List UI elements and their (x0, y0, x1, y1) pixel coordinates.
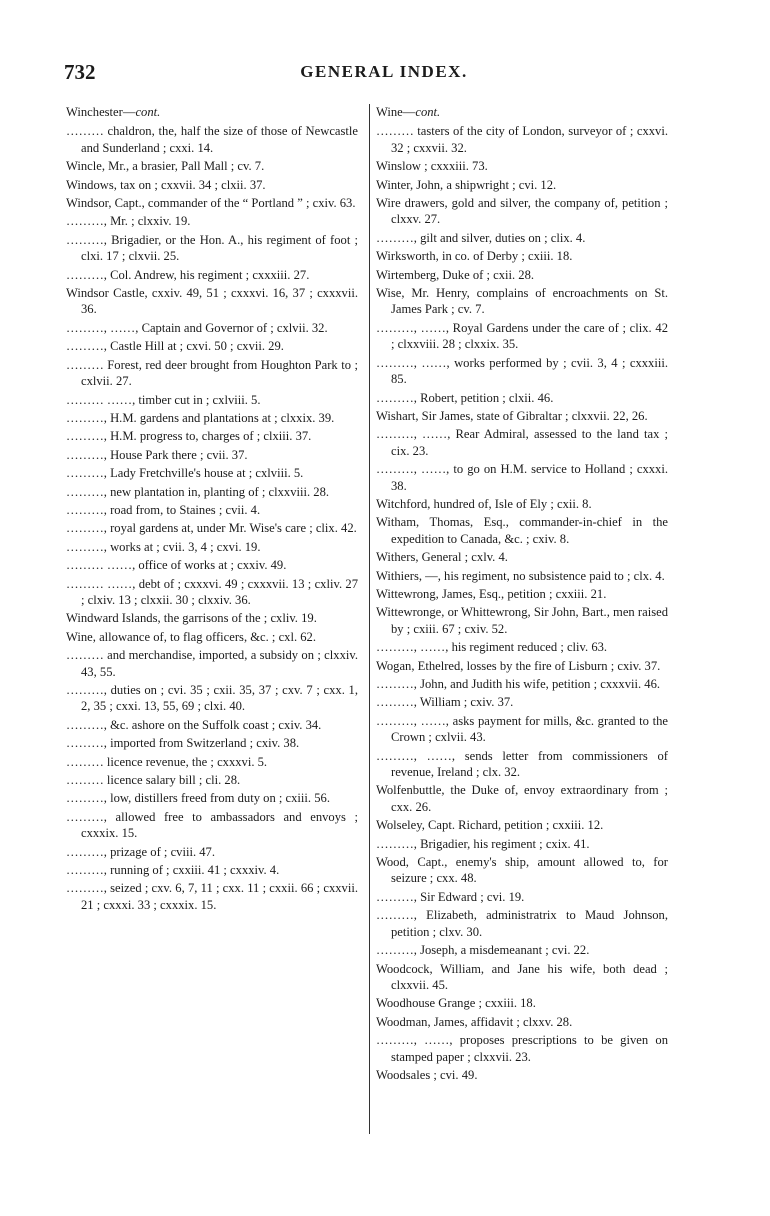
index-entry: Withers, General ; cxlv. 4. (376, 550, 508, 565)
index-entry: ………, prizage of ; cviii. 47. (66, 844, 215, 859)
index-entry: Winter, John, a shipwright ; cvi. 12. (376, 177, 557, 192)
index-entry: Wine, allowance of, to flag officers, &c. ; cxl. 62. (66, 629, 316, 644)
index-entry: ………, ……, Captain and Governor of ; cxlvii. 32. (66, 320, 328, 335)
index-entry: ……… ……, office of works at ; cxxiv. 49. (66, 558, 287, 573)
index-entry: ………, ……, Royal Gardens under the care of ; clix. 42 ; clxxviii. 28 ; clxxix. 35. (376, 320, 668, 352)
index-entry: ………, low, distillers freed from duty on ; cxiii. 56. (66, 791, 330, 806)
page-number: 732 (64, 60, 96, 84)
left-entry-list (66, 123, 358, 913)
page-title: GENERAL INDEX. (300, 62, 468, 81)
index-entry: ………, Col. Andrew, his regiment ; cxxxiii. 27. (66, 267, 310, 282)
index-entry: Wittewronge, or Whittewrong, Sir John, Bart., men raised by ; cxiii. 67 ; cxiv. 52. (376, 605, 668, 636)
index-entry: Wogan, Ethelred, losses by the fire of Lisburn ; cxiv. 37. (376, 658, 661, 673)
index-entry: ………, Lady Fretchville's house at ; cxlviii. 5. (66, 466, 304, 481)
index-entry: ………, gilt and silver, duties on ; clix. 4. (376, 230, 586, 245)
index-entry: ………, Elizabeth, administratrix to Maud Johnson, petition ; clxv. 30. (376, 908, 668, 939)
index-entry: Wolfenbuttle, the Duke of, envoy extraordinary from ; cxx. 26. (376, 783, 668, 814)
index-entry: ………, ……, to go on H.M. service to Holland ; cxxxi. 38. (376, 462, 668, 493)
right-column (376, 104, 668, 1085)
index-entry: ………, Brigadier, or the Hon. A., his regiment of foot ; clxi. 17 ; clxvii. 25. (66, 232, 358, 264)
index-entry: Wood, Capt., enemy's ship, amount allowed to, for seizure ; cxx. 48. (376, 855, 668, 886)
index-entry: Withiers, —, his regiment, no subsistence paid to ; clx. 4. (376, 568, 665, 583)
index-entry: Windsor, Capt., commander of the “ Portland ” ; cxiv. 63. (66, 196, 356, 211)
index-entry: ………, running of ; cxxiii. 41 ; cxxxiv. 4. (66, 863, 280, 878)
index-entry: ………, new plantation in, planting of ; clxxviii. 28. (66, 484, 330, 499)
column-divider (369, 104, 370, 1134)
index-entry: Woodcock, William, and Jane his wife, both dead ; clxxvii. 45. (376, 961, 668, 992)
index-entry: Wishart, Sir James, state of Gibraltar ; clxxvii. 22, 26. (376, 408, 648, 423)
index-entry: Wirksworth, in co. of Derby ; cxiii. 18. (376, 249, 573, 264)
index-entry: ………, road from, to Staines ; cvii. 4. (66, 502, 261, 517)
index-entry: ………, ……, his regiment reduced ; cliv. 63. (376, 640, 608, 655)
index-entry: ……… ……, timber cut in ; cxlviii. 5. (66, 392, 261, 407)
index-entry: Wise, Mr. Henry, complains of encroachments on St. James Park ; cv. 7. (376, 286, 668, 317)
continued-heading (376, 104, 668, 120)
index-entry: Windows, tax on ; cxxvii. 34 ; clxii. 37. (66, 177, 266, 192)
index-entry: Wire drawers, gold and silver, the company of, petition ; clxxv. 27. (376, 196, 668, 227)
index-entry: ……… and merchandise, imported, a subsidy on ; clxxiv. 43, 55. (66, 648, 358, 679)
index-entry: ………, Mr. ; clxxiv. 19. (66, 214, 191, 229)
continued-heading-text: Winchester— (66, 105, 136, 119)
index-entry: ………, Brigadier, his regiment ; cxix. 41. (376, 836, 590, 851)
index-entry: ………, allowed free to ambassadors and envoys ; cxxxix. 15. (66, 809, 358, 841)
index-entry: ………, seized ; cxv. 6, 7, 11 ; cxx. 11 ; cxxii. 66 ; cxxvii. 21 ; cxxxi. 33 ; cxxxix. 15. (66, 881, 358, 912)
left-column (66, 104, 358, 915)
index-entry: Winslow ; cxxxiii. 73. (376, 159, 488, 174)
index-entry: Woodsales ; cvi. 49. (376, 1067, 478, 1082)
index-entry: Wittewrong, James, Esq., petition ; cxxiii. 21. (376, 586, 607, 601)
index-entry: ……… ……, debt of ; cxxxvi. 49 ; cxxxvii. 13 ; cxliv. 27 ; clxiv. 13 ; clxxii. 30 ; clxxiv. 36. (66, 576, 358, 607)
index-entry: Windward Islands, the garrisons of the ; cxliv. 19. (66, 611, 317, 626)
index-entry: ……… tasters of the city of London, surveyor of ; cxxvi. 32 ; cxxvii. 32. (376, 124, 668, 155)
index-entry: Windsor Castle, cxxiv. 49, 51 ; cxxxvi. 16, 37 ; cxxxvii. 36. (66, 286, 358, 317)
index-entry: ………, Robert, petition ; clxii. 46. (376, 390, 554, 405)
index-entry: Woodman, James, affidavit ; clxxv. 28. (376, 1014, 573, 1029)
index-entry: ………, H.M. progress to, charges of ; clxiii. 37. (66, 429, 312, 444)
index-entry: ………, royal gardens at, under Mr. Wise's care ; clix. 42. (66, 521, 357, 536)
index-entry: ………, William ; cxiv. 37. (376, 695, 514, 710)
index-entry: ………, ……, works performed by ; cvii. 3, 4 ; cxxxiii. 85. (376, 355, 668, 387)
index-entry: ………, Joseph, a misdemeanant ; cvi. 22. (376, 943, 590, 958)
index-entry: ………, Castle Hill at ; cxvi. 50 ; cxvii. 29. (66, 339, 284, 354)
index-entry: ………, Sir Edward ; cvi. 19. (376, 889, 525, 904)
index-entry: Witchford, hundred of, Isle of Ely ; cxii. 8. (376, 496, 592, 511)
index-entry: ………, ……, proposes prescriptions to be given on stamped paper ; clxxvii. 23. (376, 1033, 668, 1064)
index-entry: ………, House Park there ; cvii. 37. (66, 447, 248, 462)
right-entry-list (376, 123, 668, 1083)
index-entry: ………, works at ; cvii. 3, 4 ; cxvi. 19. (66, 539, 261, 554)
index-entry: Wirtemberg, Duke of ; cxii. 28. (376, 267, 535, 282)
index-entry: ……… licence salary bill ; cli. 28. (66, 773, 241, 788)
page-header (64, 60, 704, 90)
index-entry: ………, duties on ; cvi. 35 ; cxii. 35, 37 ; cxv. 7 ; cxx. 1, 2, 35 ; cxxi. 13, 55, 69 ; clxi. 40. (66, 683, 358, 714)
index-entry: ………, imported from Switzerland ; cxiv. 38. (66, 736, 300, 751)
index-entry: ………, ……, asks payment for mills, &c. granted to the Crown ; cxlvii. 43. (376, 713, 668, 745)
index-entry: ………, John, and Judith his wife, petition ; cxxxvii. 46. (376, 677, 661, 691)
index-entry: ………, &c. ashore on the Suffolk coast ; cxiv. 34. (66, 717, 322, 732)
continued-suffix: cont. (135, 105, 161, 119)
index-entry: ……… chaldron, the, half the size of those of Newcastle and Sunderland ; cxxi. 14. (66, 124, 358, 155)
index-entry: Witham, Thomas, Esq., commander-in-chief in the expedition to Canada, &c. ; cxiv. 8. (376, 515, 668, 546)
index-entry: ………, H.M. gardens and plantations at ; clxxix. 39. (66, 410, 335, 425)
continued-heading (66, 104, 358, 120)
index-entry: Woodhouse Grange ; cxxiii. 18. (376, 996, 536, 1011)
index-entry: ……… Forest, red deer brought from Houghton Park to ; cxlvii. 27. (66, 357, 358, 389)
index-entry: Wolseley, Capt. Richard, petition ; cxxiii. 12. (376, 818, 604, 833)
index-entry: ……… licence revenue, the ; cxxxvi. 5. (66, 754, 268, 769)
continued-heading-text: Wine— (376, 105, 416, 119)
continued-suffix: cont. (415, 105, 441, 119)
index-entry: Wincle, Mr., a brasier, Pall Mall ; cv. 7. (66, 159, 265, 174)
index-entry: ………, ……, Rear Admiral, assessed to the land tax ; cix. 23. (376, 427, 668, 458)
index-entry: ………, ……, sends letter from commissioners of revenue, Ireland ; clx. 32. (376, 748, 668, 780)
